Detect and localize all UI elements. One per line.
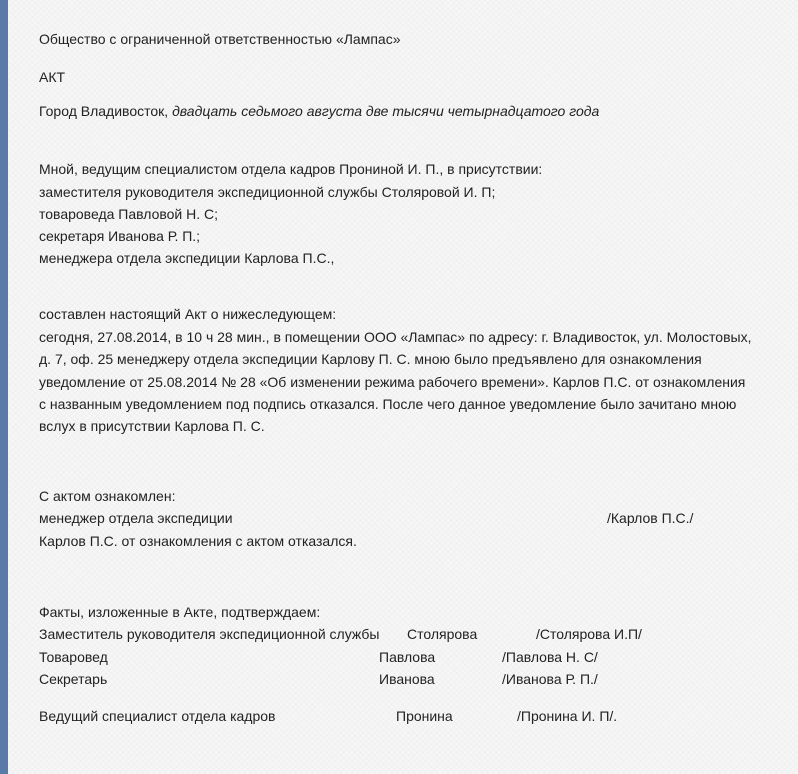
acquainted-position: менеджер отдела экспедиции bbox=[39, 510, 233, 526]
date-in-words: двадцать седьмого августа две тысячи четырнадцатого года bbox=[172, 103, 600, 119]
lead-name: Пронина bbox=[396, 708, 453, 724]
confirm-name: Павлова bbox=[379, 649, 436, 665]
presence-person: менеджера отдела экспедиции Карлова П.С., bbox=[39, 250, 335, 266]
acquainted-heading: С актом ознакомлен: bbox=[39, 488, 176, 504]
acquainted-refusal: Карлов П.С. от ознакомления с актом отказался. bbox=[39, 533, 357, 549]
body-line: вслух в присутствии Карлова П. С. bbox=[39, 418, 265, 434]
confirm-heading: Факты, изложенные в Акте, подтверждаем: bbox=[39, 604, 321, 620]
body-line: уведомление от 25.08.2014 № 28 «Об изменении режима рабочего времени». Карлов П.С. от ознакомления bbox=[39, 374, 746, 390]
confirm-position: Товаровед bbox=[39, 649, 108, 665]
confirm-signature: /Павлова Н. С/ bbox=[502, 649, 598, 665]
document-type: АКТ bbox=[39, 69, 66, 85]
acquainted-signature: /Карлов П.С./ bbox=[607, 510, 694, 526]
presence-person: товароведа Павловой Н. С; bbox=[39, 206, 219, 222]
body-line: сегодня, 27.08.2014, в 10 ч 28 мин., в помещении ООО «Лампас» по адресу: г. Владивосток, ул. Молостовых, bbox=[39, 329, 752, 345]
confirm-name: Иванова bbox=[379, 671, 435, 687]
body-line: д. 7, оф. 25 менеджеру отдела экспедиции Карлову П. С. мною было предъявлено для ознакомления bbox=[39, 351, 702, 367]
confirm-signature: /Столярова И.П/ bbox=[536, 626, 642, 642]
lead-position: Ведущий специалист отдела кадров bbox=[39, 708, 276, 724]
company-name: Общество с ограниченной ответственностью «Лампас» bbox=[39, 31, 401, 47]
confirm-name: Столярова bbox=[407, 626, 478, 642]
body-heading: составлен настоящий Акт о нижеследующем: bbox=[39, 306, 337, 322]
confirm-position: Заместитель руководителя экспедиционной службы bbox=[39, 626, 380, 642]
place-date-line bbox=[39, 103, 599, 119]
confirm-signature: /Иванова Р. П./ bbox=[502, 671, 598, 687]
presence-person: секретаря Иванова Р. П.; bbox=[39, 228, 201, 244]
body-line: с названным уведомлением под подпись отказался. После чего данное уведомление было зачитано мною bbox=[39, 396, 737, 412]
lead-signature: /Пронина И. П/. bbox=[517, 708, 618, 724]
presence-person: заместителя руководителя экспедиционной службы Столяровой И. П; bbox=[39, 184, 496, 200]
presence-intro: Мной, ведущим специалистом отдела кадров Прониной И. П., в присутствии: bbox=[39, 161, 543, 177]
confirm-position: Секретарь bbox=[39, 671, 108, 687]
city: Город Владивосток, bbox=[39, 103, 169, 119]
